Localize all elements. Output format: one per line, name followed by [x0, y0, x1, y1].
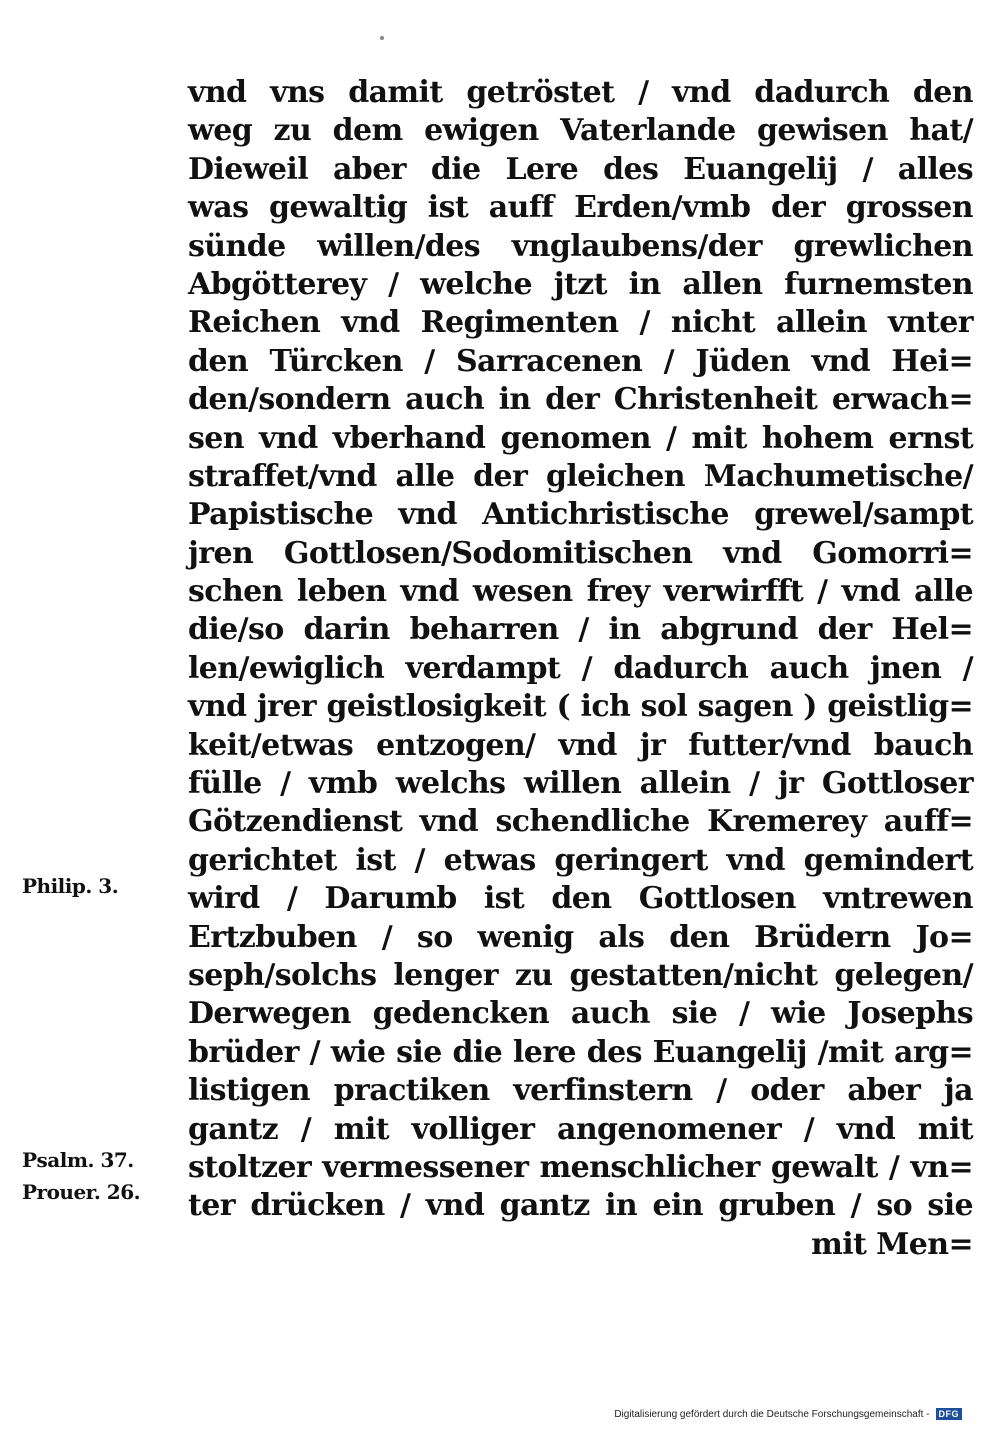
footer-text: Digitalisierung gefördert durch die Deutsche Forschungsgemeinschaft -: [614, 1408, 930, 1420]
text-line: die/so darin beharren / in abgrund der Hel=: [188, 612, 973, 648]
text-line: sünde willen/des vnglaubens/der grewlichen: [188, 228, 973, 264]
text-line: den/sondern auch in der Christenheit erwach=: [188, 382, 973, 418]
text-line: keit/etwas entzogen/ vnd jr futter/vnd bauch: [188, 727, 973, 763]
text-line: Dieweil aber die Lere des Euangelij / alles: [188, 151, 973, 187]
text-line: weg zu dem ewigen Vaterlande gewisen hat/: [188, 113, 973, 149]
text-line: straffet/vnd alle der gleichen Machumetische/: [188, 458, 973, 494]
text-line: sen vnd vberhand genomen / mit hohem ernst: [188, 420, 973, 456]
text-line: vnd jrer geistlosigkeit ( ich sol sagen ) geistlig=: [188, 689, 973, 725]
text-line: Reichen vnd Regimenten / nicht allein vnter: [188, 305, 973, 341]
text-line: stoltzer vermessener menschlicher gewalt / vn=: [188, 1149, 973, 1185]
text-line: mit Men=: [811, 1226, 973, 1262]
page-speck: [380, 36, 384, 40]
text-line: Ertzbuben / so wenig als den Brüdern Jo=: [188, 919, 973, 955]
text-line: gantz / mit volliger angenomener / vnd mit: [188, 1111, 973, 1147]
text-line: brüder / wie sie die lere des Euangelij /mit arg=: [188, 1034, 973, 1070]
footer: [614, 1408, 962, 1420]
text-line: Abgötterey / welche jtzt in allen furnemsten: [188, 266, 973, 302]
text-line: Papistische vnd Antichristische grewel/sampt: [188, 497, 973, 533]
text-line: seph/solchs lenger zu gestatten/nicht gelegen/: [188, 957, 973, 993]
text-line: schen leben vnd wesen frey verwirfft / vnd alle: [188, 574, 973, 610]
margin-note-prouer: Prouer. 26.: [22, 1180, 141, 1204]
text-line: len/ewiglich verdampt / dadurch auch jnen /: [188, 650, 973, 686]
margin-note-philip: Philip. 3.: [22, 874, 119, 898]
text-line: was gewaltig ist auff Erden/vmb der grossen: [188, 190, 973, 226]
text-line: ter drücken / vnd gantz in ein gruben / so sie: [188, 1188, 973, 1224]
text-line: gerichtet ist / etwas geringert vnd gemindert: [188, 842, 973, 878]
text-line: wird / Darumb ist den Gottlosen vntrewen: [188, 881, 973, 917]
text-line: listigen practiken verfinstern / oder aber ja: [188, 1073, 973, 1109]
text-line: Götzendienst vnd schendliche Kremerey auff=: [188, 804, 973, 840]
text-line: den Türcken / Sarracenen / Jüden vnd Hei=: [188, 343, 973, 379]
text-line: vnd vns damit getröstet / vnd dadurch den: [188, 75, 973, 110]
text-line: jren Gottlosen/Sodomitischen vnd Gomorri=: [188, 535, 973, 571]
margin-note-psalm: Psalm. 37.: [22, 1148, 134, 1172]
body-text: [188, 74, 973, 1264]
text-line: fülle / vmb welchs willen allein / jr Gottloser: [188, 766, 973, 802]
dfg-logo: DFG: [936, 1408, 963, 1420]
text-line: Derwegen gedencken auch sie / wie Josephs: [188, 996, 973, 1032]
